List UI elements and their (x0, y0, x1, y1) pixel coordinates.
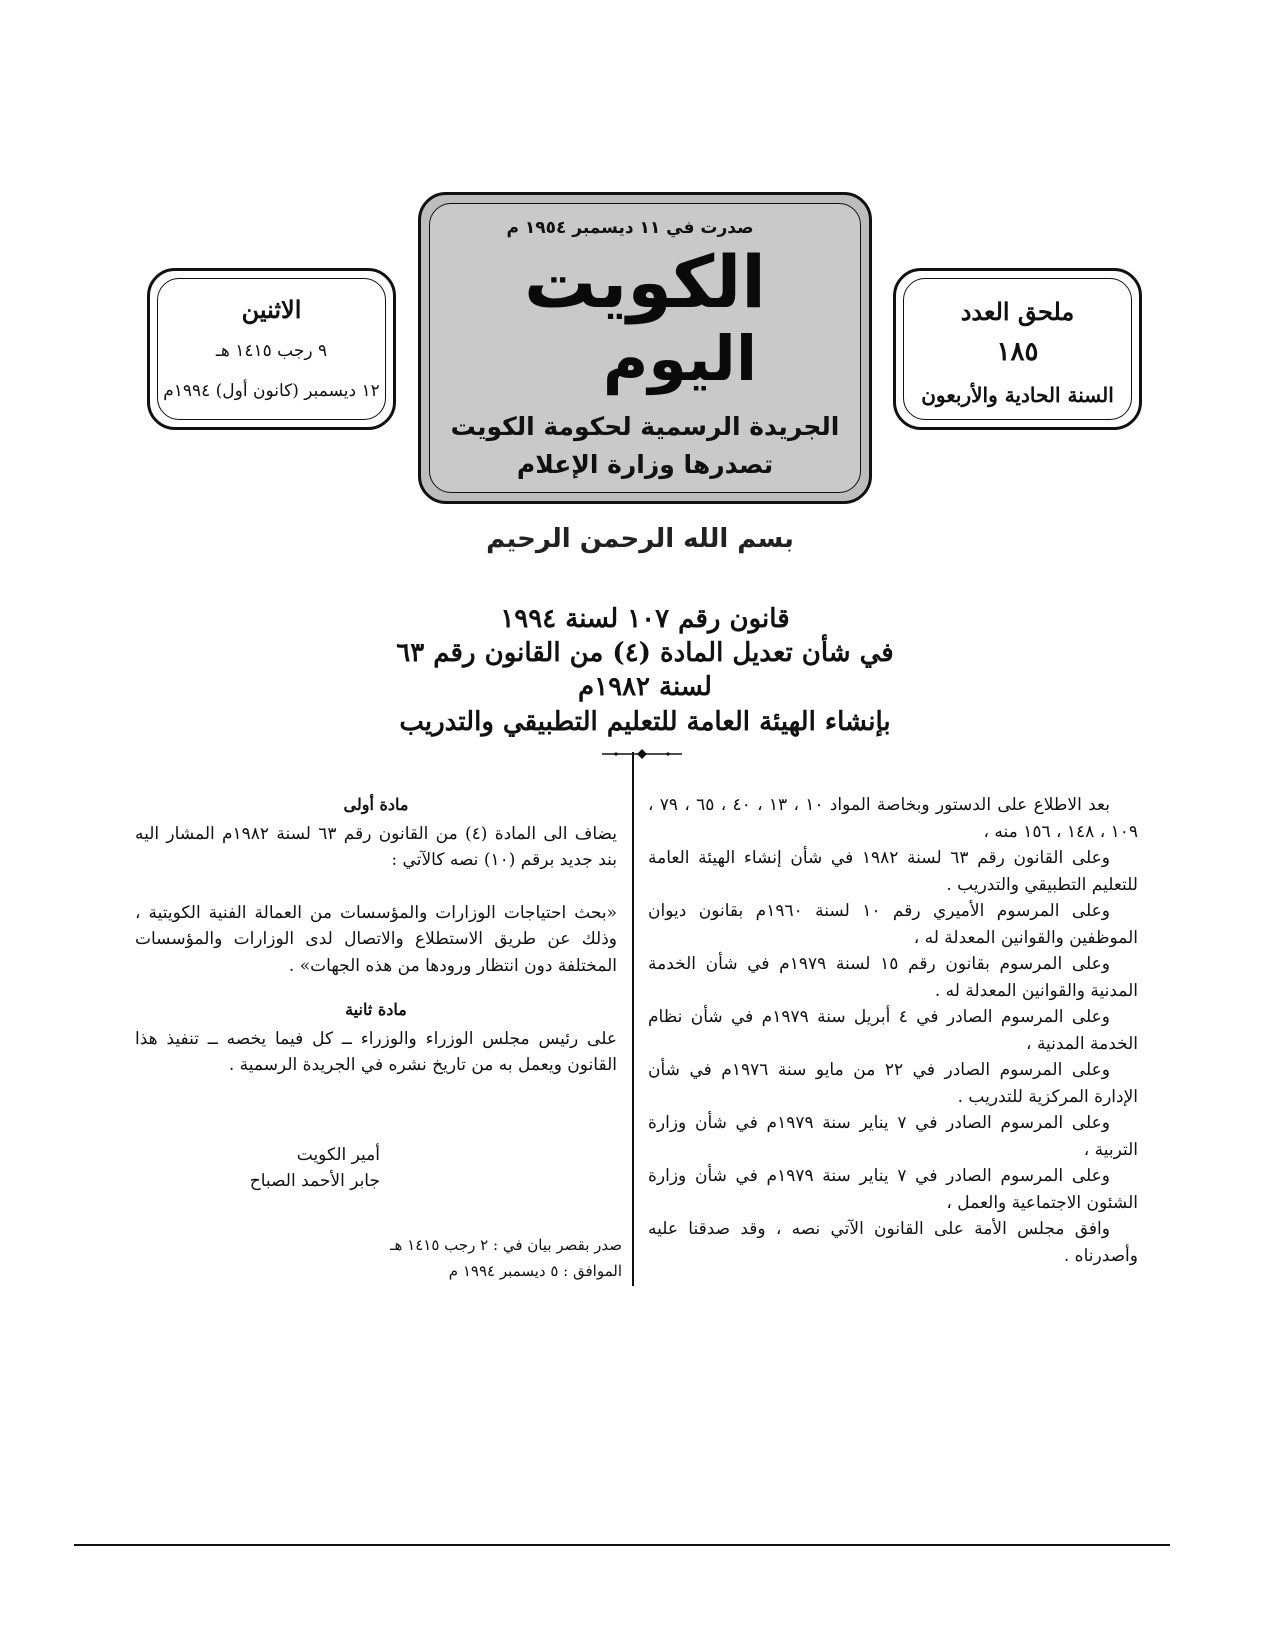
masthead-title-line1: الكويت (524, 240, 766, 324)
issue-box (893, 268, 1142, 430)
date-box (147, 268, 396, 430)
signature-title: أمير الكويت (296, 1145, 380, 1165)
signature-name: جابر الأحمد الصباح (249, 1171, 380, 1191)
ornament-divider (602, 748, 682, 760)
date-day: الاثنين (241, 295, 302, 324)
article1-heading: مادة أولى (343, 795, 409, 814)
column-divider (632, 752, 634, 1286)
issued-block (360, 1232, 622, 1284)
date-hijri: ٩ رجب ١٤١٥ هـ (215, 341, 328, 361)
article1-text: يضاف الى المادة (٤) من القانون رقم ٦٣ لسنة ١٩٨٢م المشار اليه بند جديد برقم (١٠) نصه كالآتي : (135, 823, 617, 870)
preamble-paragraph: وعلى المرسوم الصادر في ٢٢ من مايو سنة ١٩٧٦م في شأن الإدارة المركزية للتدريب . (648, 1060, 1138, 1107)
law-title-line4: بإنشاء الهيئة العامة للتعليم التطبيقي والتدريب (399, 707, 891, 737)
law-title-line3: لسنة ١٩٨٢م (578, 672, 712, 702)
masthead-title-line2: اليوم (602, 322, 758, 395)
date-box-inner-frame (157, 278, 386, 420)
law-title-line2: في شأن تعديل المادة (٤) من القانون رقم ٦٣ (396, 638, 894, 668)
issued-line1: صدر بقصر بيان في : ٢ رجب ١٤١٥ هـ (390, 1236, 622, 1254)
issued-line2: الموافق : ٥ ديسمبر ١٩٩٤ م (448, 1262, 622, 1280)
preamble-paragraph: وعلى المرسوم الأميري رقم ١٠ لسنة ١٩٦٠م بقانون ديوان الموظفين والقوانين المعدلة له ، (648, 901, 1138, 948)
law-title-line1: قانون رقم ١٠٧ لسنة ١٩٩٤ (500, 604, 790, 634)
issue-year: السنة الحادية والأربعون (921, 383, 1114, 407)
date-gregorian: ١٢ ديسمبر (كانون أول) ١٩٩٤م (163, 381, 380, 401)
preamble-paragraph: وعلى المرسوم الصادر في ٧ يناير سنة ١٩٧٩م في شأن وزارة الشئون الاجتماعية والعمل ، (648, 1166, 1138, 1213)
issue-label: ملحق العدد (960, 297, 1075, 326)
preamble-paragraph: وافق مجلس الأمة على القانون الآتي نصه ، وقد صدقنا عليه وأصدرناه . (648, 1219, 1138, 1266)
preamble-paragraph: وعلى المرسوم الصادر في ٤ أبريل سنة ١٩٧٩م في شأن نظام الخدمة المدنية ، (648, 1007, 1138, 1054)
spacer (135, 979, 617, 997)
preamble-column (648, 792, 1138, 1269)
footer-rule (74, 1544, 1170, 1546)
issue-number: ١٨٥ (996, 337, 1039, 367)
masthead (418, 192, 872, 504)
articles-column (135, 792, 617, 1079)
preamble-paragraph: وعلى المرسوم الصادر في ٧ يناير سنة ١٩٧٩م في شأن وزارة التربية ، (648, 1113, 1138, 1160)
preamble-paragraph: وعلى القانون رقم ٦٣ لسنة ١٩٨٢ في شأن إنشاء الهيئة العامة للتعليم التطبيقي والتدريب . (648, 848, 1138, 895)
article2-text: على رئيس مجلس الوزراء والوزراء ــ كل فيما يخصه ــ تنفيذ هذا القانون ويعمل به من تاريخ نشره في الجريدة الرسمية . (135, 1028, 617, 1075)
article2-heading: مادة ثانية (345, 1000, 407, 1019)
masthead-inner-frame (429, 203, 861, 493)
masthead-established: صدرت في ١١ ديسمبر ١٩٥٤ م (506, 218, 754, 238)
signature-block (140, 1142, 380, 1194)
issue-box-inner-frame (903, 278, 1132, 420)
article1-quote: «بحث احتياجات الوزارات والمؤسسات من العمالة الفنية الكويتية ، وذلك عن طريق الاستطلاع والاتصال لدى الوزارات والمؤسسات المختلفة دون انتظار ورودها من هذه الجهات» . (135, 902, 617, 976)
masthead-subtitle-line2: تصدرها وزارة الإعلام (516, 450, 774, 479)
masthead-subtitle-line1: الجريدة الرسمية لحكومة الكويت (450, 412, 840, 441)
preamble-paragraph: بعد الاطلاع على الدستور وبخاصة المواد ١٠ ، ١٣ ، ٤٠ ، ٦٥ ، ٧٩ ، ١٠٩ ، ١٤٨ ، ١٥٦ منه ، (648, 795, 1138, 842)
preamble-paragraph: وعلى المرسوم بقانون رقم ١٥ لسنة ١٩٧٩م في شأن الخدمة المدنية والقوانين المعدلة له . (648, 954, 1138, 1001)
basmala: بسم الله الرحمن الرحيم (486, 524, 794, 554)
